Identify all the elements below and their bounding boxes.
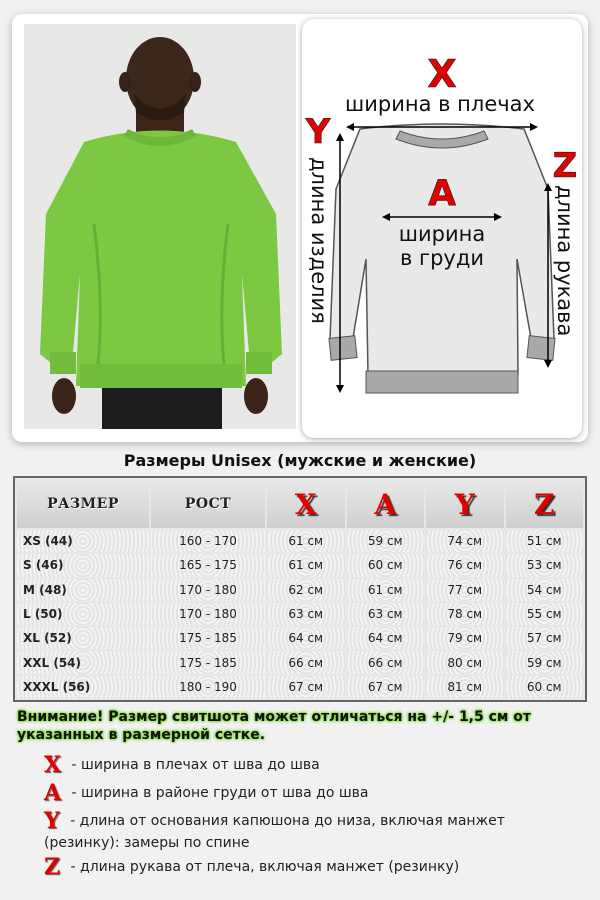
model-photo: [24, 24, 296, 429]
cell-x: 66 см: [267, 651, 345, 673]
cell-z: 60 см: [506, 676, 584, 698]
legend-letter: A: [44, 780, 62, 806]
cell-size: XXXL (56): [17, 676, 149, 698]
legend-item-a: [44, 782, 564, 804]
size-diagram: [302, 19, 582, 438]
z-letter: Z: [552, 146, 578, 186]
cell-x: 67 см: [267, 676, 345, 698]
cell-height: 175 - 185: [151, 651, 265, 673]
legend-letter: Z: [44, 854, 61, 880]
legend-letter: X: [44, 752, 62, 778]
cell-size: XS (44): [17, 530, 149, 552]
cell-z: 59 см: [506, 651, 584, 673]
cell-z: 53 см: [506, 554, 584, 576]
y-letter: Y: [305, 112, 331, 152]
cell-x: 64 см: [267, 627, 345, 649]
cell-a: 59 см: [347, 530, 425, 552]
table-row: [17, 603, 583, 625]
header-y: Y: [426, 480, 504, 528]
sweatshirt-diagram: [302, 19, 582, 438]
header-a: A: [347, 480, 425, 528]
table-row: [17, 676, 583, 698]
header-x: X: [267, 480, 345, 528]
cell-y: 77 см: [426, 579, 504, 601]
cell-y: 80 см: [426, 651, 504, 673]
table-row: [17, 530, 583, 552]
cell-y: 78 см: [426, 603, 504, 625]
cell-y: 79 см: [426, 627, 504, 649]
legend-text: - ширина в районе груди от шва до шва: [67, 785, 369, 801]
header-size: РАЗМЕР: [17, 480, 149, 528]
x-letter: X: [427, 52, 457, 96]
y-label: длина изделия: [307, 157, 331, 324]
cell-y: 81 см: [426, 676, 504, 698]
a-label-line2: в груди: [399, 246, 485, 270]
cell-a: 64 см: [347, 627, 425, 649]
cell-x: 62 см: [267, 579, 345, 601]
cell-height: 170 - 180: [151, 579, 265, 601]
cell-size: L (50): [17, 603, 149, 625]
cell-x: 61 см: [267, 554, 345, 576]
table-header-row: [17, 480, 583, 528]
cell-y: 76 см: [426, 554, 504, 576]
warning-note: Внимание! Размер свитшота может отличаться на +/- 1,5 см от указанных в размерной сетке.: [17, 709, 531, 743]
model-illustration: [24, 24, 296, 429]
cell-height: 175 - 185: [151, 627, 265, 649]
table-title: Размеры Unisex (мужские и женские): [123, 451, 477, 470]
cell-z: 54 см: [506, 579, 584, 601]
size-table: [13, 476, 587, 702]
cell-a: 63 см: [347, 603, 425, 625]
cell-z: 57 см: [506, 627, 584, 649]
cell-a: 66 см: [347, 651, 425, 673]
legend-item-x: [44, 754, 564, 776]
cell-z: 51 см: [506, 530, 584, 552]
header-height: РОСТ: [151, 480, 265, 528]
cell-size: S (46): [17, 554, 149, 576]
header-z: Z: [506, 480, 584, 528]
cell-size: XL (52): [17, 627, 149, 649]
cell-z: 55 см: [506, 603, 584, 625]
cell-height: 165 - 175: [151, 554, 265, 576]
table-row: [17, 651, 583, 673]
cell-a: 67 см: [347, 676, 425, 698]
cell-a: 61 см: [347, 579, 425, 601]
x-label: ширина в плечах: [345, 92, 535, 116]
table-row: [17, 627, 583, 649]
z-label: длина рукава: [553, 185, 577, 337]
a-label-line1: ширина: [398, 222, 486, 246]
legend-text: - ширина в плечах от шва до шва: [67, 757, 320, 773]
legend-text: - длина рукава от плеча, включая манжет (резинку): [66, 859, 460, 875]
legend-letter: Y: [44, 808, 60, 834]
cell-height: 170 - 180: [151, 603, 265, 625]
legend-text: - длина от основания капюшона до низа, включая манжет (резинку): замеры по спине: [44, 813, 505, 851]
cell-size: XXL (54): [17, 651, 149, 673]
cell-x: 61 см: [267, 530, 345, 552]
cell-a: 60 см: [347, 554, 425, 576]
table-row: [17, 554, 583, 576]
legend-item-z: [44, 856, 564, 878]
a-letter: A: [428, 173, 456, 214]
cell-x: 63 см: [267, 603, 345, 625]
cell-height: 180 - 190: [151, 676, 265, 698]
table-row: [17, 579, 583, 601]
cell-size: M (48): [17, 579, 149, 601]
cell-height: 160 - 170: [151, 530, 265, 552]
cell-y: 74 см: [426, 530, 504, 552]
legend-item-y: [44, 810, 564, 854]
